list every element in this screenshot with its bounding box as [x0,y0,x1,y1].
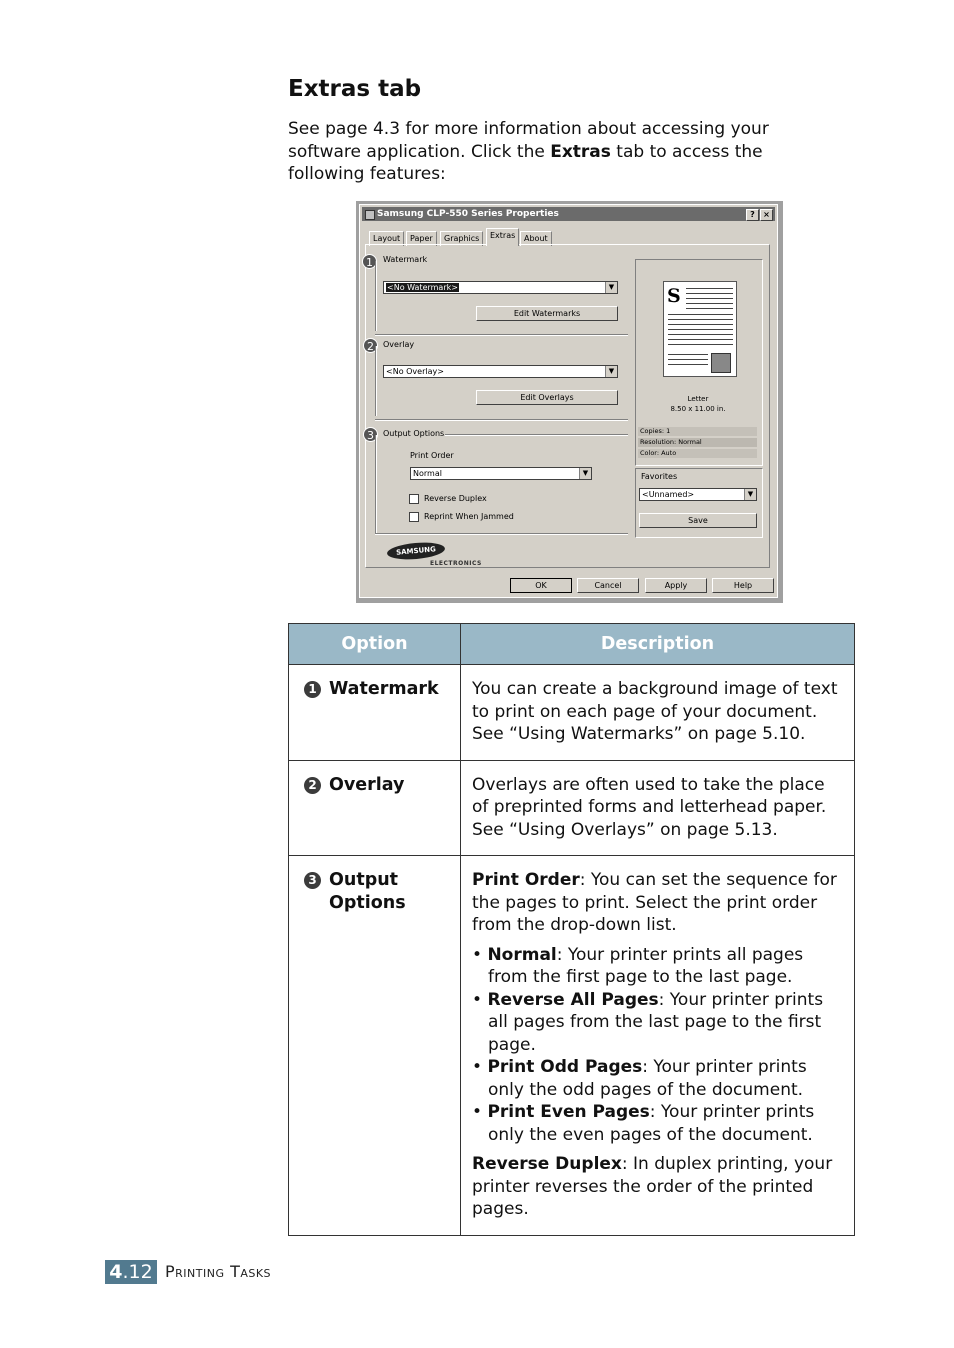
list-item [472,1056,844,1101]
text-line [668,324,733,325]
edit-watermarks-button[interactable]: Edit Watermarks [476,306,618,321]
save-button[interactable]: Save [639,513,757,528]
watermark-group-label: Watermark [383,255,428,264]
tab-paper[interactable]: Paper [406,231,437,246]
list-item [472,989,844,1057]
term: Reverse Duplex [472,1154,622,1174]
marker-3: 3 [363,427,378,442]
paper-preview [663,281,737,377]
reverse-duplex-label: Reverse Duplex [424,494,487,503]
bullet: • [472,989,483,1010]
print-order-select[interactable] [410,467,592,480]
apply-button[interactable]: Apply [645,578,707,593]
favorites-value: <Unnamed> [642,490,695,499]
term-text: : Your printer prints only the even pages of the document. [488,1102,815,1145]
overlay-group-label: Overlay [383,340,415,349]
favorites-select[interactable] [639,488,757,501]
option-label [304,869,450,914]
watermark-select-value: <No Watermark> [387,283,458,292]
text-line [668,334,733,335]
page-title: Extras tab [288,76,422,102]
help-title-button[interactable]: ? [746,209,759,221]
term: Print Odd Pages [487,1057,643,1077]
properties-dialog [359,204,778,598]
chevron-down-icon: ▼ [605,282,617,293]
table-header-row [289,624,855,665]
option-cell [289,856,461,1236]
output-options-group-label: Output Options [383,429,445,438]
tab-graphics[interactable]: Graphics [440,231,483,246]
dialog-screenshot [356,201,783,603]
tab-layout[interactable]: Layout [369,231,404,246]
text-line [686,308,733,309]
samsung-logo: SAMSUNG [386,541,445,562]
text-line [686,303,733,304]
chevron-down-icon: ▼ [744,489,756,500]
divider [375,533,628,535]
reprint-when-jammed-checkbox[interactable] [409,512,419,522]
chevron-down-icon: ▼ [605,366,617,377]
text-line [686,288,733,289]
term: Normal [487,944,557,965]
option-label [304,678,450,701]
paper-size: 8.50 x 11.00 in. [670,405,726,413]
section-name: Printing Tasks [165,1262,272,1281]
text-line [668,314,733,315]
tab-about[interactable]: About [520,231,552,246]
chevron-down-icon: ▼ [579,468,591,479]
term-text: : You can set the sequence for the pages to print. Select the print order from the drop-down list. [472,870,837,935]
favorites-label: Favorites [641,472,678,481]
text-line [668,364,708,365]
term-text: : Your printer prints all pages from the last page to the first page. [488,989,824,1055]
list-item [472,1101,844,1146]
table-row [289,856,855,1236]
page-suffix: .12 [122,1261,153,1283]
tab-extras[interactable]: Extras [486,228,519,246]
overlay-select-value: <No Overlay> [386,367,444,376]
close-icon[interactable]: × [760,209,773,221]
overlay-group-border [375,346,377,416]
text-line [668,329,733,330]
paper-name: Letter [687,395,709,403]
term: Reverse All Pages [487,989,659,1010]
info-copies: Copies: 1 [638,427,757,436]
number-icon: 2 [304,777,321,794]
bullet: • [472,944,483,965]
text-line [668,319,733,320]
print-order-list [472,944,844,1147]
option-name: Overlay [329,774,405,795]
chapter-number: 4 [109,1261,123,1283]
text-line [668,344,733,345]
image-placeholder-icon [711,353,731,373]
text-line [686,293,733,294]
description-cell [461,856,855,1236]
reprint-when-jammed-label: Reprint When Jammed [424,512,514,521]
text-line [668,354,708,355]
divider [445,434,628,436]
watermark-group-border [375,261,377,331]
option-name: Watermark [329,679,439,699]
table-row [289,665,855,761]
intro-paragraph [288,118,808,186]
description-cell: Overlays are often used to take the place of preprinted forms and letterhead paper. See “Using Overlays” on page 5.13. [461,760,855,856]
marker-1: 1 [362,254,377,269]
output-group-border [375,435,377,533]
cancel-button[interactable]: Cancel [577,578,639,593]
help-button[interactable]: Help [712,578,774,593]
info-color: Color: Auto [638,449,757,458]
table-row [289,760,855,856]
divider [375,419,628,421]
text-line [686,298,733,299]
print-order-value: Normal [413,469,442,478]
print-order-label: Print Order [410,451,454,460]
option-cell [289,760,461,856]
list-item [472,944,844,989]
text-line [668,359,708,360]
option-column-header: Option [289,624,461,665]
bullet: • [472,1057,483,1077]
options-table [288,623,855,1236]
term: Print Order [472,870,580,890]
reverse-duplex-checkbox[interactable] [409,494,419,504]
option-label [304,774,450,797]
reverse-duplex-paragraph [472,1153,844,1221]
number-icon: 3 [304,872,321,889]
divider [375,334,628,336]
dialog-title: Samsung CLP-550 Series Properties [377,209,559,219]
paper-preview-letter: S [667,285,681,307]
term-text: : In duplex printing, your printer reverses the order of the printed pages. [472,1154,833,1219]
option-name: Output Options [329,870,406,913]
overlay-select[interactable] [383,365,618,378]
marker-2: 2 [363,338,378,353]
intro-text: See page 4.3 for more information about accessing your software application. Click the [288,119,769,162]
description-column-header: Description [461,624,855,665]
dialog-titlebar [362,207,775,221]
description-cell: You can create a background image of text to print on each page of your document. See “Using Watermarks” on page 5.10. [461,665,855,761]
samsung-logo-sub: ELECTRONICS [430,560,482,567]
page-number [105,1260,157,1284]
number-icon: 1 [304,681,321,698]
edit-overlays-button[interactable]: Edit Overlays [476,390,618,405]
text-line [668,339,733,340]
term-text: : Your printer prints only the odd pages of the document. [488,1057,807,1100]
info-resolution: Resolution: Normal [638,438,757,447]
print-order-paragraph [472,869,844,937]
option-cell [289,665,461,761]
window-icon [365,210,375,220]
intro-text-end: tab to access the following features: [288,141,763,184]
term-text: : Your printer prints all pages from the first page to the last page. [488,944,804,987]
watermark-select[interactable] [383,281,618,294]
bullet: • [472,1102,483,1122]
term: Print Even Pages [487,1102,650,1122]
ok-button[interactable]: OK [510,578,572,593]
intro-bold: Extras [550,141,611,162]
